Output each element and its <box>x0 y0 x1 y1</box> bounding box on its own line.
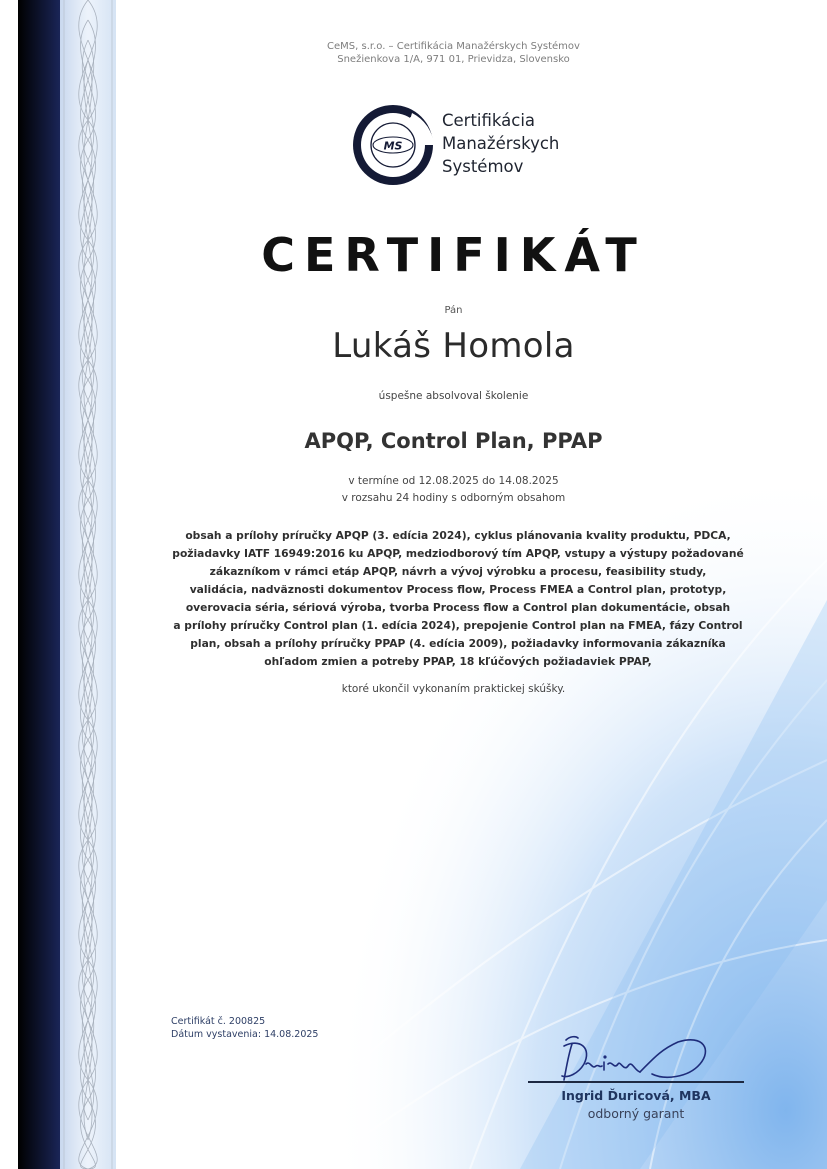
issuer-block <box>80 40 827 66</box>
handwritten-signature <box>528 1030 744 1088</box>
issuer-name: CeMS, s.r.o. – Certifikácia Manažérskych Systémov <box>327 41 580 52</box>
certificate-meta <box>171 1015 318 1041</box>
completed-text: úspešne absolvoval školenie <box>378 390 529 402</box>
course-dates <box>80 473 827 507</box>
logo-word-2: Manažérskych <box>442 134 560 153</box>
content-line: obsah a prílohy príručky APQP (3. edícia 2024), cyklus plánovania kvality produktu, PDCA, <box>185 529 731 542</box>
course-content <box>140 527 776 671</box>
content-line: overovacia séria, sériová výroba, tvorba Process flow a Control plan dokumentácie, obsah <box>185 601 731 614</box>
logo-word-3: Systémov <box>442 157 524 176</box>
date-range: v termíne od 12.08.2025 do 14.08.2025 <box>348 475 559 487</box>
content-line: požiadavky IATF 16949:2016 ku APQP, medziodborový tím APQP, vstupy a výstupy požadované <box>172 547 744 560</box>
content-line: plan, obsah a prílohy príručky PPAP (4. edícia 2009), požiadavky informovania zákazníka <box>190 637 726 650</box>
content-line: zákazníkom v rámci etáp APQP, návrh a vývoj výrobku a procesu, feasibility study, <box>209 565 707 578</box>
salutation: Pán <box>444 305 463 316</box>
course-title: APQP, Control Plan, PPAP <box>304 429 603 453</box>
signatory-name: Ingrid Ďuricová, MBA <box>561 1088 711 1103</box>
signature-line <box>528 1081 744 1083</box>
cems-emblem-icon <box>350 103 438 187</box>
course-scope: v rozsahu 24 hodiny s odborným obsahom <box>341 492 566 504</box>
exam-statement: ktoré ukončil vykonaním praktickej skúšky. <box>341 683 566 695</box>
signatory-role: odborný garant <box>587 1106 685 1121</box>
content-line: ohľadom zmien a potreby PPAP, 18 kľúčových požiadaviek PPAP, <box>264 655 652 668</box>
issue-date: Dátum vystavenia: 14.08.2025 <box>171 1029 319 1040</box>
content-line: validácia, nadväznosti dokumentov Process flow, Process FMEA a Control plan, prototyp, <box>189 583 727 596</box>
content-line: a prílohy príručky Control plan (1. edícia 2024), prepojenie Control plan na FMEA, fázy Control <box>173 619 743 632</box>
logo-word-1: Certifikácia <box>442 111 536 130</box>
certificate-number: Certifikát č. 200825 <box>171 1016 266 1027</box>
cems-logo <box>350 103 580 187</box>
logo-wordmark <box>442 109 559 178</box>
issuer-address: Snežienkova 1/A, 971 01, Prievidza, Slovensko <box>337 54 570 65</box>
emblem-letters: MS <box>383 139 403 153</box>
certificate-title: CERTIFIKÁT <box>261 228 646 282</box>
recipient-name: Lukáš Homola <box>332 326 575 366</box>
